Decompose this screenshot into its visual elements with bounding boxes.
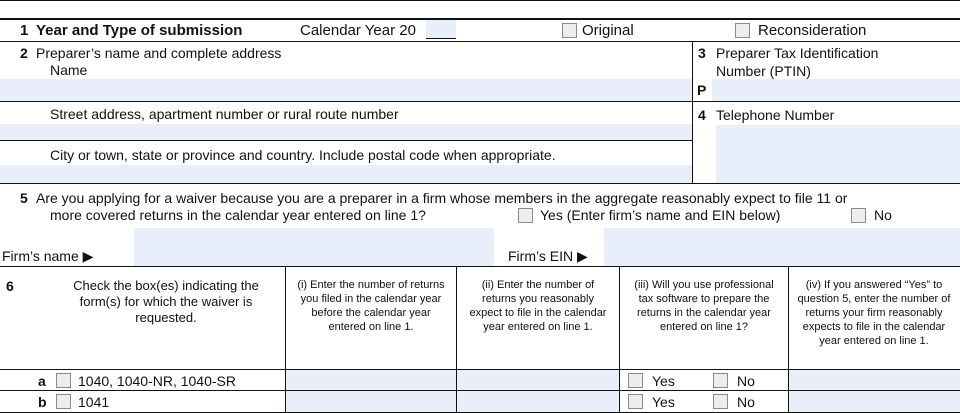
row-a-no-label: No: [737, 373, 755, 389]
firm-name-input[interactable]: [134, 228, 494, 266]
line3-label-1: Preparer Tax Identification: [716, 45, 879, 61]
row-a-firm-returns-input[interactable]: [789, 370, 960, 390]
row-b-no-label: No: [737, 394, 755, 410]
preparer-name-input[interactable]: [0, 79, 692, 101]
line5-yes-label: Yes (Enter firm’s name and EIN below): [540, 207, 781, 223]
row-a-form-checkbox[interactable]: [56, 373, 71, 388]
street-label: Street address, apartment number or rural route number: [50, 106, 399, 122]
reconsideration-checkbox[interactable]: [735, 23, 750, 38]
row-b-yes-checkbox[interactable]: [628, 394, 643, 409]
line1-label: Year and Type of submission: [36, 22, 243, 39]
header-i-line: you filed in the calendar year: [300, 293, 442, 305]
calendar-year-underline: [426, 38, 456, 39]
header-i-line: before the calendar year: [311, 307, 431, 319]
city-input[interactable]: [0, 165, 692, 183]
name-label: Name: [50, 62, 88, 78]
header-iv-line: returns your firm reasonably: [805, 307, 943, 319]
telephone-input[interactable]: [716, 125, 960, 183]
row-a-returns-expected-input[interactable]: [457, 370, 619, 390]
line5-number: 5: [20, 190, 28, 206]
line6-header-iv: [789, 278, 959, 348]
firm-bottom-rule: [0, 266, 960, 267]
line5-question-1: Are you applying for a waiver because you are a preparer in a firm whose members in the aggregate reasonably expect to file 11 or: [36, 190, 848, 206]
firm-name-label: Firm’s name ▶: [2, 248, 94, 264]
original-checkbox[interactable]: [562, 23, 577, 38]
line2-number: 2: [20, 45, 28, 61]
line6-header-iii: [620, 278, 788, 334]
line5-question-2: more covered returns in the calendar year entered on line 1?: [50, 207, 426, 223]
header-ii-line: year entered on line 1.: [483, 321, 593, 333]
line5-no-label: No: [874, 207, 892, 223]
calendar-year-input[interactable]: [426, 20, 456, 38]
line6-number: 6: [6, 278, 14, 294]
row-a-yes-label: Yes: [652, 373, 675, 389]
row-b-form-label: 1041: [78, 394, 110, 410]
row-b-returns-expected-input[interactable]: [457, 391, 619, 412]
row-a-letter: a: [38, 373, 46, 389]
header-ii-line: expect to file in the calendar: [469, 307, 607, 319]
header-iii-line: tax software to prepare the: [638, 293, 770, 305]
header-ii-line: returns you reasonably: [482, 293, 594, 305]
header-iv-line: year entered on line 1.: [819, 335, 929, 347]
header-main-line: form(s) for which the waiver is: [79, 294, 253, 309]
row-a-yes-checkbox[interactable]: [628, 373, 643, 388]
original-label: Original: [582, 22, 634, 39]
header-i-line: entered on line 1.: [328, 321, 414, 333]
line6-header-ii: [457, 278, 619, 334]
ptin-bottom-rule: [693, 101, 960, 102]
header-ii-line: (ii) Enter the number of: [481, 279, 595, 291]
header-main-line: requested.: [135, 310, 197, 325]
row-b-letter: b: [38, 394, 47, 410]
row-b-firm-returns-input[interactable]: [789, 391, 960, 412]
line5-yes-checkbox[interactable]: [518, 208, 533, 223]
header-iii-line: (iii) Will you use professional: [634, 279, 774, 291]
row-a-returns-filed-input[interactable]: [286, 370, 456, 390]
header-iv-line: question 5, enter the number of: [797, 293, 951, 305]
street-input[interactable]: [0, 124, 692, 140]
header-main-line: Check the box(es) indicating the: [73, 278, 259, 293]
line5-no-checkbox[interactable]: [851, 208, 866, 223]
line2-label: Preparer’s name and complete address: [36, 45, 282, 61]
header-i-line: (i) Enter the number of returns: [297, 279, 445, 291]
firm-ein-label: Firm’s EIN ▶: [508, 248, 588, 264]
reconsideration-label: Reconsideration: [758, 22, 867, 39]
top-rule: [0, 0, 960, 1]
telephone-label: Telephone Number: [716, 107, 835, 123]
header-iii-line: returns in the calendar year: [637, 307, 771, 319]
row-b-returns-filed-input[interactable]: [286, 391, 456, 412]
line3-label-2: Number (PTIN): [716, 63, 811, 79]
line1-number: 1: [20, 22, 29, 39]
header-iv-line: expects to file in the calendar: [802, 321, 946, 333]
line6-header-main: [50, 278, 282, 326]
line4-number: 4: [698, 107, 706, 123]
line4-bottom-rule: [0, 183, 960, 184]
city-label: City or town, state or province and country. Include postal code when appropriate.: [50, 147, 556, 163]
line6-header-i: [286, 278, 456, 334]
row-b-no-checkbox[interactable]: [713, 394, 728, 409]
line3-number: 3: [698, 45, 706, 61]
name-bottom-rule: [0, 101, 692, 102]
row-b-form-checkbox[interactable]: [56, 394, 71, 409]
firm-ein-input[interactable]: [604, 228, 960, 266]
header-iv-line: (iv) If you answered “Yes” to: [805, 279, 943, 291]
header-rule: [0, 18, 960, 20]
line2-right-divider: [692, 42, 693, 183]
header-iii-line: entered on line 1?: [659, 321, 749, 333]
ptin-prefix: P: [697, 82, 707, 98]
calendar-year-label: Calendar Year 20: [300, 22, 416, 39]
row-a-no-checkbox[interactable]: [713, 373, 728, 388]
ptin-input[interactable]: [712, 79, 960, 101]
street-bottom-rule: [0, 140, 692, 141]
row-a-form-label: 1040, 1040-NR, 1040-SR: [78, 373, 236, 389]
line1-bottom-rule: [0, 41, 960, 42]
row-b-yes-label: Yes: [652, 394, 675, 410]
